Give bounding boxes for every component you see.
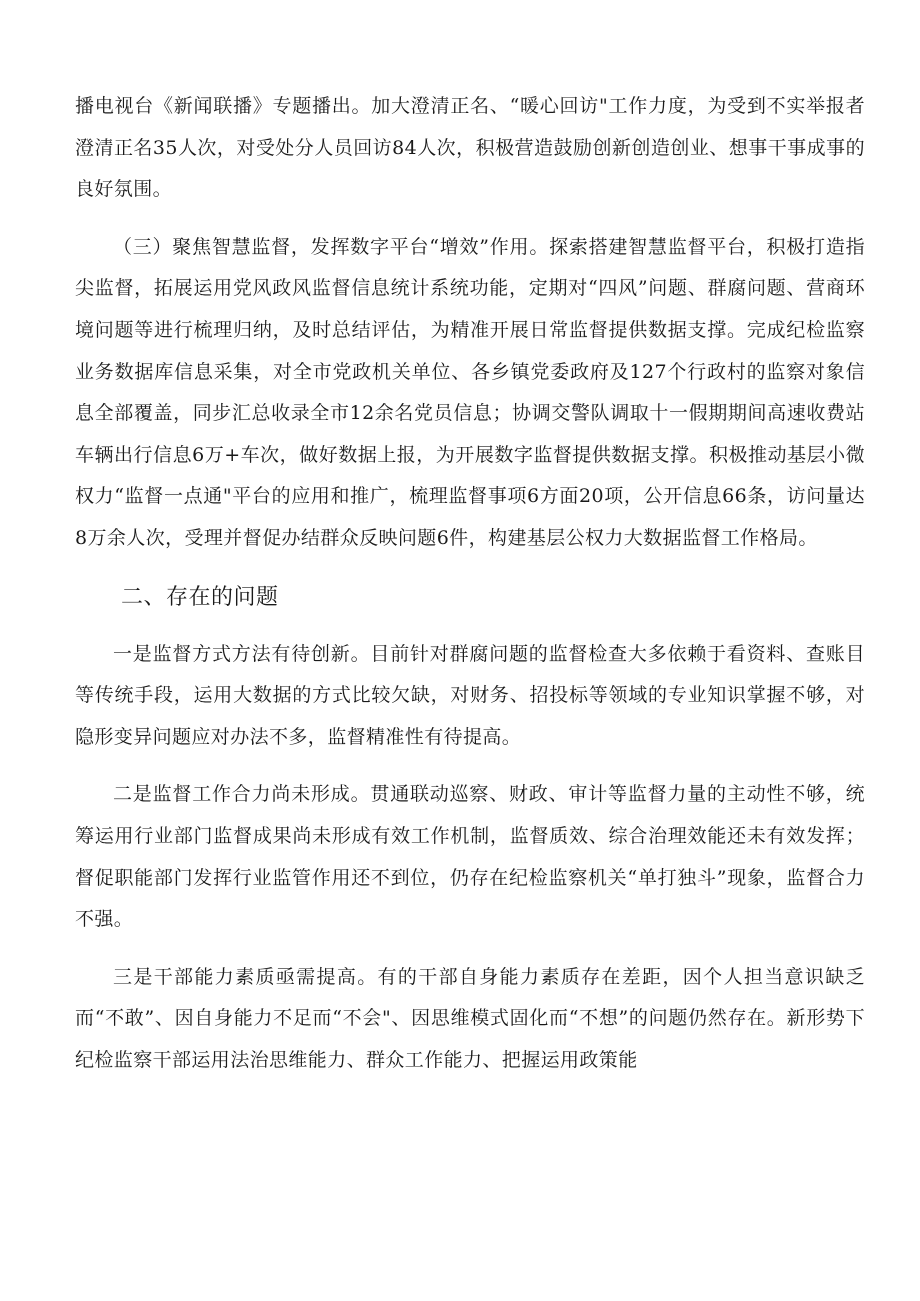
paragraph-publicity-results: 播电视台《新闻联播》专题播出。加大澄清正名、“暖心回访"工作力度，为受到不实举报者澄清正名35人次，对受处分人员回访84人次，积极营造鼓励创新创造创业、想事干事成事的良好氛围。 — [75, 95, 865, 201]
paragraph-problem-methods: 一是监督方式方法有待创新。目前针对群腐问题的监督检查大多依赖于看资料、查账目等传统手段，运用大数据的方式比较欠缺，对财务、招投标等领域的专业知识掌握不够，对隐形变异问题应对办法不多，监督精准性有待提高。 — [75, 642, 865, 748]
section-heading-problems: 二、存在的问题 — [121, 584, 279, 610]
paragraph-problem-capability: 三是干部能力素质亟需提高。有的干部自身能力素质存在差距，因个人担当意识缺乏而“不敢”、因自身能力不足而“不会"、因思维模式固化而“不想”的问题仍然存在。新形势下纪检监察干部运用法治思维能力、群众工作能力、把握运用政策能 — [75, 965, 865, 1071]
paragraph-problem-synergy: 二是监督工作合力尚未形成。贯通联动巡察、财政、审计等监督力量的主动性不够，统筹运用行业部门监督成果尚未形成有效工作机制，监督质效、综合治理效能还未有效发挥；督促职能部门发挥行业监管作用还不到位，仍存在纪检监察机关“单打独斗”现象，监督合力不强。 — [75, 783, 865, 931]
document-page — [75, 86, 865, 1081]
paragraph-smart-supervision: （三）聚焦智慧监督，发挥数字平台“增效”作用。探索搭建智慧监督平台，积极打造指尖监督，拓展运用党风政风监督信息统计系统功能，定期对“四风”问题、群腐问题、营商环境问题等进行梳理归纳，及时总结评估，为精准开展日常监督提供数据支撑。完成纪检监察业务数据库信息采集，对全市党政机关单位、各乡镇党委政府及127个行政村的监察对象信息全部覆盖，同步汇总收录全市12余名党员信息；协调交警队调取十一假期期间高速收费站车辆出行信息6万+车次，做好数据上报，为开展数字监督提供数据支撑。积极推动基层小微权力“监督一点通"平台的应用和推广，梳理监督事项6方面20项，公开信息66条，访问量达8万余人次，受理并督促办结群众反映问题6件，构建基层公权力大数据监督工作格局。 — [75, 235, 865, 549]
